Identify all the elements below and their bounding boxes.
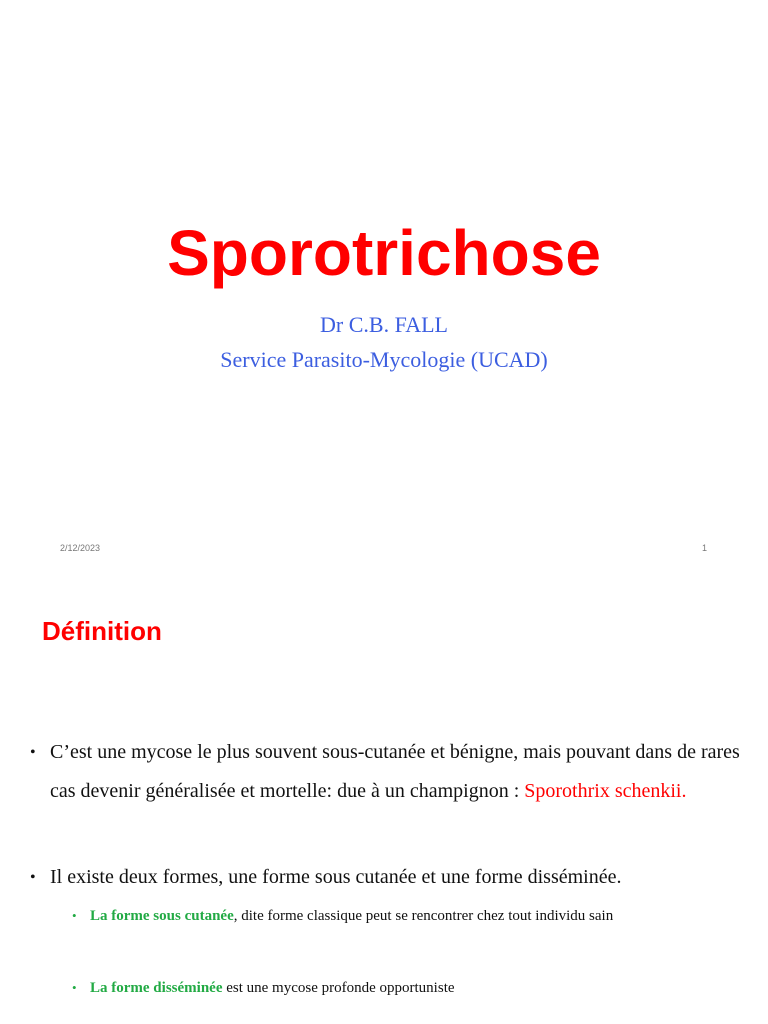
service-name: Service Parasito-Mycologie (UCAD)	[220, 347, 548, 372]
bullet-text: Il existe deux formes, une forme sous cutanée et une forme disséminée.	[50, 866, 622, 888]
bullet-icon: •	[72, 908, 77, 923]
species-name: Sporothrix schenkii.	[524, 780, 687, 802]
sub-bullet-disseminated	[72, 978, 750, 998]
author-name: Dr C.B. FALL	[320, 312, 448, 337]
bullet-text: C’est une mycose le plus souvent sous-cutanée et bénigne, mais pouvant dans de rares cas devenir généralisée et mortelle: due à un champignon :	[50, 741, 740, 802]
bullet-icon: •	[30, 744, 36, 761]
form-label: La forme sous cutanée	[90, 908, 234, 924]
page-number: 1	[702, 543, 708, 553]
form-text: est une mycose profonde opportuniste	[222, 980, 455, 996]
slide-date: 2/12/2023	[60, 543, 101, 553]
definition-heading: Définition	[42, 616, 162, 646]
definition-slide	[0, 576, 768, 1024]
bullet-definition	[30, 733, 750, 811]
bullet-icon: •	[72, 980, 77, 995]
form-label: La forme disséminée	[90, 980, 223, 996]
slide-title: Sporotrichose	[167, 217, 601, 289]
sub-bullet-cutaneous	[72, 906, 750, 926]
form-text: , dite forme classique peut se rencontrer chez tout individu sain	[233, 908, 614, 924]
bullet-forms	[30, 858, 750, 897]
bullet-icon: •	[30, 869, 36, 886]
